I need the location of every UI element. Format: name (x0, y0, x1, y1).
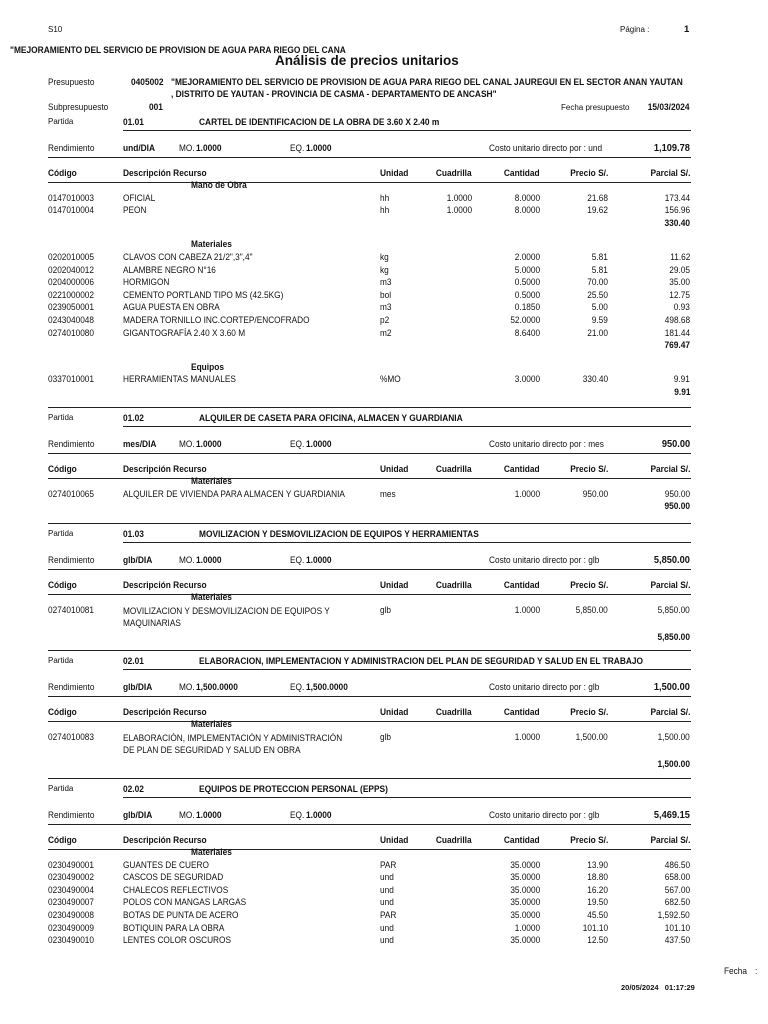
mo-label: MO. (179, 439, 195, 449)
group-subtotal: 1,500.00 (657, 758, 690, 770)
resource-precio: 21.00 (587, 327, 608, 338)
partida-name: MOVILIZACION Y DESMOVILIZACION DE EQUIPOS Y HERRAMIENTAS (199, 529, 479, 540)
group-subtotal: 330.40 (664, 217, 690, 229)
resource-precio: 13.90 (587, 859, 608, 870)
mo-value: 1.0000 (196, 555, 222, 566)
eq-label: EQ. (290, 810, 305, 820)
partida-label: Partida (48, 529, 74, 538)
partida-label: Partida (48, 656, 74, 665)
partida-underline (123, 426, 691, 427)
costo-value: 1,109.78 (654, 142, 690, 154)
col-header-unidad: Unidad (380, 580, 409, 591)
resource-parcial: 682.50 (664, 897, 690, 908)
resource-precio: 19.50 (587, 897, 608, 908)
resource-precio: 12.50 (587, 935, 608, 946)
col-header-descripcion: Descripción Recurso (123, 464, 207, 475)
rendimiento-underline (48, 453, 691, 454)
resource-parcial: 181.44 (664, 327, 690, 338)
resource-unit: mes (380, 488, 396, 499)
resource-cantidad: 5.0000 (514, 264, 540, 275)
resource-code: 0230490007 (48, 897, 94, 908)
partida-name: EQUIPOS DE PROTECCION PERSONAL (EPPS) (199, 784, 388, 795)
resource-unit: und (380, 922, 394, 933)
rendimiento-label: Rendimiento (48, 682, 95, 692)
col-header-underline (48, 849, 691, 850)
subpresupuesto-code: 001 (149, 102, 163, 113)
mo-label: MO. (179, 810, 195, 820)
costo-value: 5,469.15 (654, 809, 690, 821)
mo-value: 1.0000 (196, 810, 222, 821)
presupuesto-line-1: "MEJORAMIENTO DEL SERVICIO DE PROVISION DE AGUA PARA RIEGO DEL CANAL JAUREGUI EN EL SECTOR ANAN YAUTAN (171, 77, 683, 88)
resource-description: AGUA PUESTA EN OBRA (123, 302, 220, 313)
resource-cantidad: 35.0000 (510, 897, 540, 908)
resource-cantidad: 52.0000 (510, 315, 540, 325)
group-subtotal: 5,850.00 (657, 631, 690, 643)
resource-code: 0147010004 (48, 205, 94, 216)
resource-description: BOTAS DE PUNTA DE ACERO (123, 910, 239, 920)
resource-precio: 9.59 (591, 315, 608, 325)
rendimiento-label: Rendimiento (48, 810, 95, 820)
resource-description: HORMIGON (123, 277, 170, 288)
mo-label: MO. (179, 143, 195, 153)
eq-label: EQ. (290, 439, 305, 449)
col-header-unidad: Unidad (380, 835, 409, 846)
col-header-cuadrilla: Cuadrilla (436, 168, 472, 179)
resource-unit: hh (380, 192, 390, 203)
partida-separator (48, 778, 691, 779)
resource-cantidad: 35.0000 (510, 859, 540, 870)
col-header-codigo: Código (48, 168, 77, 179)
mo-value: 1.0000 (196, 439, 222, 450)
resource-parcial: 1,500.00 (657, 731, 690, 742)
eq-label: EQ. (290, 143, 305, 153)
group-title: Materiales (191, 239, 232, 251)
col-header-cuadrilla: Cuadrilla (436, 580, 472, 591)
resource-code: 0204000006 (48, 277, 94, 288)
resource-cantidad: 2.0000 (514, 252, 540, 262)
rendimiento-unit: und/DIA (123, 143, 156, 154)
resource-description: CLAVOS CON CABEZA 21/2",3",4" (123, 252, 253, 262)
rendimiento-label: Rendimiento (48, 143, 95, 153)
resource-description: GUANTES DE CUERO (123, 859, 209, 870)
col-header-descripcion: Descripción Recurso (123, 707, 207, 718)
costo-label: Costo unitario directo por : glb (489, 810, 600, 820)
resource-unit: glb (380, 604, 392, 615)
resource-cantidad: 1.0000 (514, 488, 540, 499)
presupuesto-label: Presupuesto (48, 77, 95, 87)
resource-precio: 16.20 (587, 884, 608, 895)
resource-cantidad: 35.0000 (510, 910, 540, 920)
resource-precio: 5,850.00 (575, 604, 608, 615)
partida-code: 01.03 (123, 529, 144, 540)
resource-unit: %MO (380, 374, 401, 385)
resource-parcial: 498.68 (664, 315, 690, 325)
footer-timestamp: 20/05/2024 01:17:29 (621, 983, 695, 992)
resource-code: 0230490004 (48, 884, 94, 895)
resource-unit: m3 (380, 277, 392, 288)
page-number: 1 (684, 24, 690, 35)
resource-code: 0230490010 (48, 935, 94, 946)
col-header-cuadrilla: Cuadrilla (436, 464, 472, 475)
resource-parcial: 1,592.50 (657, 910, 690, 920)
col-header-cantidad: Cantidad (504, 464, 540, 475)
rendimiento-underline (48, 157, 691, 158)
resource-parcial: 12.75 (669, 289, 690, 300)
resource-unit: und (380, 897, 394, 908)
col-header-parcial: Parcial S/. (650, 464, 690, 475)
resource-description: PEON (123, 205, 147, 216)
resource-unit: m2 (380, 327, 392, 338)
resource-unit: bol (380, 289, 392, 300)
col-header-codigo: Código (48, 835, 77, 846)
resource-parcial: 101.10 (664, 922, 690, 933)
resource-parcial: 5,850.00 (657, 604, 690, 615)
resource-parcial: 486.50 (664, 859, 690, 870)
resource-cantidad: 35.0000 (510, 884, 540, 895)
resource-precio: 5.81 (591, 264, 608, 275)
footer-fecha-colon: : (755, 966, 758, 976)
partida-underline (123, 542, 691, 543)
partida-underline (123, 797, 691, 798)
resource-parcial: 29.05 (669, 264, 690, 275)
resource-cantidad: 1.0000 (514, 731, 540, 742)
group-title: Materiales (191, 476, 232, 487)
col-header-precio: Precio S/. (569, 580, 608, 591)
resource-cantidad: 35.0000 (510, 935, 540, 946)
resource-cantidad: 8.6400 (514, 327, 540, 338)
resource-precio: 45.50 (587, 910, 608, 920)
group-title: Equipos (191, 361, 224, 373)
resource-precio: 70.00 (587, 277, 608, 288)
resource-parcial: 156.96 (664, 205, 690, 216)
partida-name: CARTEL DE IDENTIFICACION DE LA OBRA DE 3.60 X 2.40 m (199, 117, 440, 128)
costo-label: Costo unitario directo por : glb (489, 682, 600, 692)
costo-label: Costo unitario directo por : mes (489, 439, 604, 449)
resource-parcial: 567.00 (664, 884, 690, 895)
resource-precio: 101.10 (582, 922, 608, 933)
col-header-underline (48, 594, 691, 595)
resource-cantidad: 1.0000 (514, 604, 540, 615)
presupuesto-line-2: , DISTRITO DE YAUTAN - PROVINCIA DE CASMA - DEPARTAMENTO DE ANCASH" (171, 89, 497, 100)
resource-unit: hh (380, 205, 390, 216)
col-header-precio: Precio S/. (569, 835, 608, 846)
resource-code: 0274010065 (48, 488, 94, 499)
partida-separator (48, 523, 691, 524)
col-header-codigo: Código (48, 464, 77, 475)
col-header-cantidad: Cantidad (504, 580, 540, 591)
resource-description: POLOS CON MANGAS LARGAS (123, 897, 247, 908)
resource-description: BOTIQUIN PARA LA OBRA (123, 922, 225, 933)
resource-precio: 5.81 (591, 252, 608, 262)
rendimiento-unit: mes/DIA (123, 439, 157, 450)
resource-description: ALQUILER DE VIVIENDA PARA ALMACEN Y GUARDIANIA (123, 488, 345, 499)
partida-name: ELABORACION, IMPLEMENTACION Y ADMINISTRACION DEL PLAN DE SEGURIDAD Y SALUD EN EL TRABAJO (199, 656, 644, 667)
partida-label: Partida (48, 413, 74, 422)
resource-code: 0221000002 (48, 289, 94, 300)
resource-parcial: 0.93 (673, 302, 690, 313)
resource-description: GIGANTOGRAFÍA 2.40 X 3.60 M (123, 327, 246, 338)
eq-value: 1.0000 (306, 810, 332, 821)
resource-parcial: 437.50 (664, 935, 690, 946)
resource-unit: kg (380, 264, 389, 275)
resource-description: OFICIAL (123, 192, 156, 203)
resource-cantidad: 1.0000 (514, 922, 540, 933)
costo-value: 950.00 (661, 438, 690, 450)
rendimiento-label: Rendimiento (48, 555, 95, 565)
mo-label: MO. (179, 682, 195, 692)
partida-code: 02.01 (123, 656, 144, 667)
rendimiento-label: Rendimiento (48, 439, 95, 449)
resource-code: 0230490008 (48, 910, 94, 920)
resource-parcial: 658.00 (664, 872, 690, 883)
resource-description: CHALECOS REFLECTIVOS (123, 884, 229, 895)
resource-cantidad: 3.0000 (514, 374, 540, 385)
eq-value: 1,500.0000 (306, 682, 348, 693)
resource-unit: p2 (380, 315, 390, 325)
resource-code: 0274010080 (48, 327, 94, 338)
partida-separator (48, 407, 691, 408)
resource-unit: PAR (380, 859, 397, 870)
col-header-cantidad: Cantidad (504, 835, 540, 846)
partida-separator (48, 650, 691, 651)
eq-label: EQ. (290, 555, 305, 565)
rendimiento-unit: glb/DIA (123, 682, 153, 693)
partida-label: Partida (48, 784, 74, 793)
resource-precio: 330.40 (582, 374, 608, 385)
eq-value: 1.0000 (306, 439, 332, 450)
resource-code: 0337010001 (48, 374, 94, 385)
partida-name: ALQUILER DE CASETA PARA OFICINA, ALMACEN Y GUARDIANIA (199, 413, 463, 424)
resource-code: 0230490009 (48, 922, 94, 933)
col-header-descripcion: Descripción Recurso (123, 168, 207, 179)
col-header-precio: Precio S/. (569, 707, 608, 718)
resource-code: 0202010005 (48, 252, 94, 262)
partida-code: 01.01 (123, 117, 144, 128)
resource-code: 0230490002 (48, 872, 94, 883)
col-header-codigo: Código (48, 707, 77, 718)
col-header-unidad: Unidad (380, 707, 409, 718)
mo-label: MO. (179, 555, 195, 565)
partida-label: Partida (48, 117, 74, 126)
col-header-unidad: Unidad (380, 168, 409, 179)
costo-value: 5,850.00 (654, 554, 690, 566)
mo-value: 1.0000 (196, 143, 222, 154)
partida-code: 01.02 (123, 413, 144, 424)
resource-unit: und (380, 935, 394, 946)
project-short-title: "MEJORAMIENTO DEL SERVICIO DE PROVISION DE AGUA PARA RIEGO DEL CANA (10, 45, 346, 56)
costo-label: Costo unitario directo por : und (489, 143, 603, 153)
resource-unit: PAR (380, 910, 397, 920)
subpresupuesto-label: Subpresupuesto (48, 102, 109, 112)
resource-cantidad: 35.0000 (510, 872, 540, 883)
resource-description: HERRAMIENTAS MANUALES (123, 374, 236, 385)
resource-unit: glb (380, 731, 392, 742)
resource-precio: 19.62 (587, 205, 608, 216)
resource-parcial: 950.00 (664, 488, 690, 499)
resource-cantidad: 8.0000 (514, 192, 540, 203)
col-header-underline (48, 721, 691, 722)
rendimiento-unit: glb/DIA (123, 810, 153, 821)
resource-precio: 1,500.00 (575, 731, 608, 742)
resource-cuadrilla: 1.0000 (446, 205, 472, 216)
rendimiento-unit: glb/DIA (123, 555, 153, 566)
resource-precio: 950.00 (582, 488, 608, 499)
resource-code: 0274010081 (48, 604, 94, 615)
group-title: Materiales (191, 592, 232, 603)
group-subtotal: 9.91 (673, 387, 690, 398)
resource-precio: 21.68 (587, 192, 608, 203)
group-subtotal: 769.47 (664, 340, 690, 352)
group-title: Materiales (191, 719, 232, 730)
page-label: Página : (620, 25, 650, 34)
report-code: S10 (48, 25, 63, 34)
resource-code: 0230490001 (48, 859, 94, 870)
col-header-underline (48, 478, 691, 479)
col-header-underline (48, 182, 691, 183)
resource-code: 0202040012 (48, 264, 94, 275)
resource-code: 0243040048 (48, 315, 94, 325)
resource-cantidad: 0.5000 (514, 289, 540, 300)
col-header-precio: Precio S/. (569, 464, 608, 475)
resource-description: CEMENTO PORTLAND TIPO MS (42.5KG) (123, 289, 284, 300)
col-header-descripcion: Descripción Recurso (123, 580, 207, 591)
resource-code: 0274010083 (48, 731, 94, 742)
resource-description: ALAMBRE NEGRO N°16 (123, 264, 216, 275)
fecha-presupuesto-label: Fecha presupuesto (561, 103, 630, 112)
resource-unit: und (380, 884, 394, 895)
eq-label: EQ. (290, 682, 305, 692)
costo-label: Costo unitario directo por : glb (489, 555, 600, 565)
resource-unit: und (380, 872, 394, 883)
col-header-parcial: Parcial S/. (650, 168, 690, 179)
resource-description: MADERA TORNILLO INC.CORTEP/ENCOFRADO (123, 315, 310, 325)
eq-value: 1.0000 (306, 555, 332, 566)
resource-parcial: 173.44 (664, 192, 690, 203)
col-header-unidad: Unidad (380, 464, 409, 475)
resource-precio: 5.00 (591, 302, 608, 313)
mo-value: 1,500.0000 (196, 682, 238, 693)
page-title: Análisis de precios unitarios (275, 53, 459, 68)
partida-underline (123, 130, 691, 131)
col-header-parcial: Parcial S/. (650, 707, 690, 718)
resource-precio: 18.80 (587, 872, 608, 883)
resource-cantidad: 0.1850 (514, 302, 540, 313)
resource-parcial: 35.00 (669, 277, 690, 288)
col-header-parcial: Parcial S/. (650, 835, 690, 846)
col-header-cuadrilla: Cuadrilla (436, 707, 472, 718)
presupuesto-code: 0405002 (131, 77, 164, 88)
resource-code: 0147010003 (48, 192, 94, 203)
partida-underline (123, 669, 691, 670)
resource-parcial: 9.91 (673, 374, 690, 385)
col-header-cuadrilla: Cuadrilla (436, 835, 472, 846)
costo-value: 1,500.00 (654, 681, 690, 693)
resource-cantidad: 8.0000 (514, 205, 540, 216)
resource-unit: kg (380, 252, 389, 262)
resource-unit: m3 (380, 302, 392, 313)
resource-description: ELABORACIÓN, IMPLEMENTACIÓN Y ADMINISTRACIÓN DE PLAN DE SEGURIDAD Y SALUD EN OBRA (123, 732, 343, 756)
group-title: Materiales (191, 847, 232, 858)
resource-description: CASCOS DE SEGURIDAD (123, 872, 224, 883)
group-title: Mano de Obra (191, 180, 247, 191)
resource-description: LENTES COLOR OSCUROS (123, 935, 231, 946)
fecha-presupuesto-value: 15/03/2024 (648, 102, 690, 113)
rendimiento-underline (48, 696, 691, 697)
col-header-parcial: Parcial S/. (650, 580, 690, 591)
footer-fecha-label: Fecha (724, 966, 747, 976)
rendimiento-underline (48, 824, 691, 825)
resource-cantidad: 0.5000 (514, 277, 540, 288)
col-header-codigo: Código (48, 580, 77, 591)
col-header-descripcion: Descripción Recurso (123, 835, 207, 846)
eq-value: 1.0000 (306, 143, 332, 154)
rendimiento-underline (48, 569, 691, 570)
resource-precio: 25.50 (587, 289, 608, 300)
resource-cuadrilla: 1.0000 (446, 192, 472, 203)
resource-code: 0239050001 (48, 302, 94, 313)
col-header-precio: Precio S/. (569, 168, 608, 179)
col-header-cantidad: Cantidad (504, 168, 540, 179)
group-subtotal: 950.00 (664, 501, 690, 513)
col-header-cantidad: Cantidad (504, 707, 540, 718)
resource-description: MOVILIZACION Y DESMOVILIZACION DE EQUIPOS Y MAQUINARIAS (123, 605, 330, 629)
partida-code: 02.02 (123, 784, 144, 795)
resource-parcial: 11.62 (669, 252, 690, 262)
